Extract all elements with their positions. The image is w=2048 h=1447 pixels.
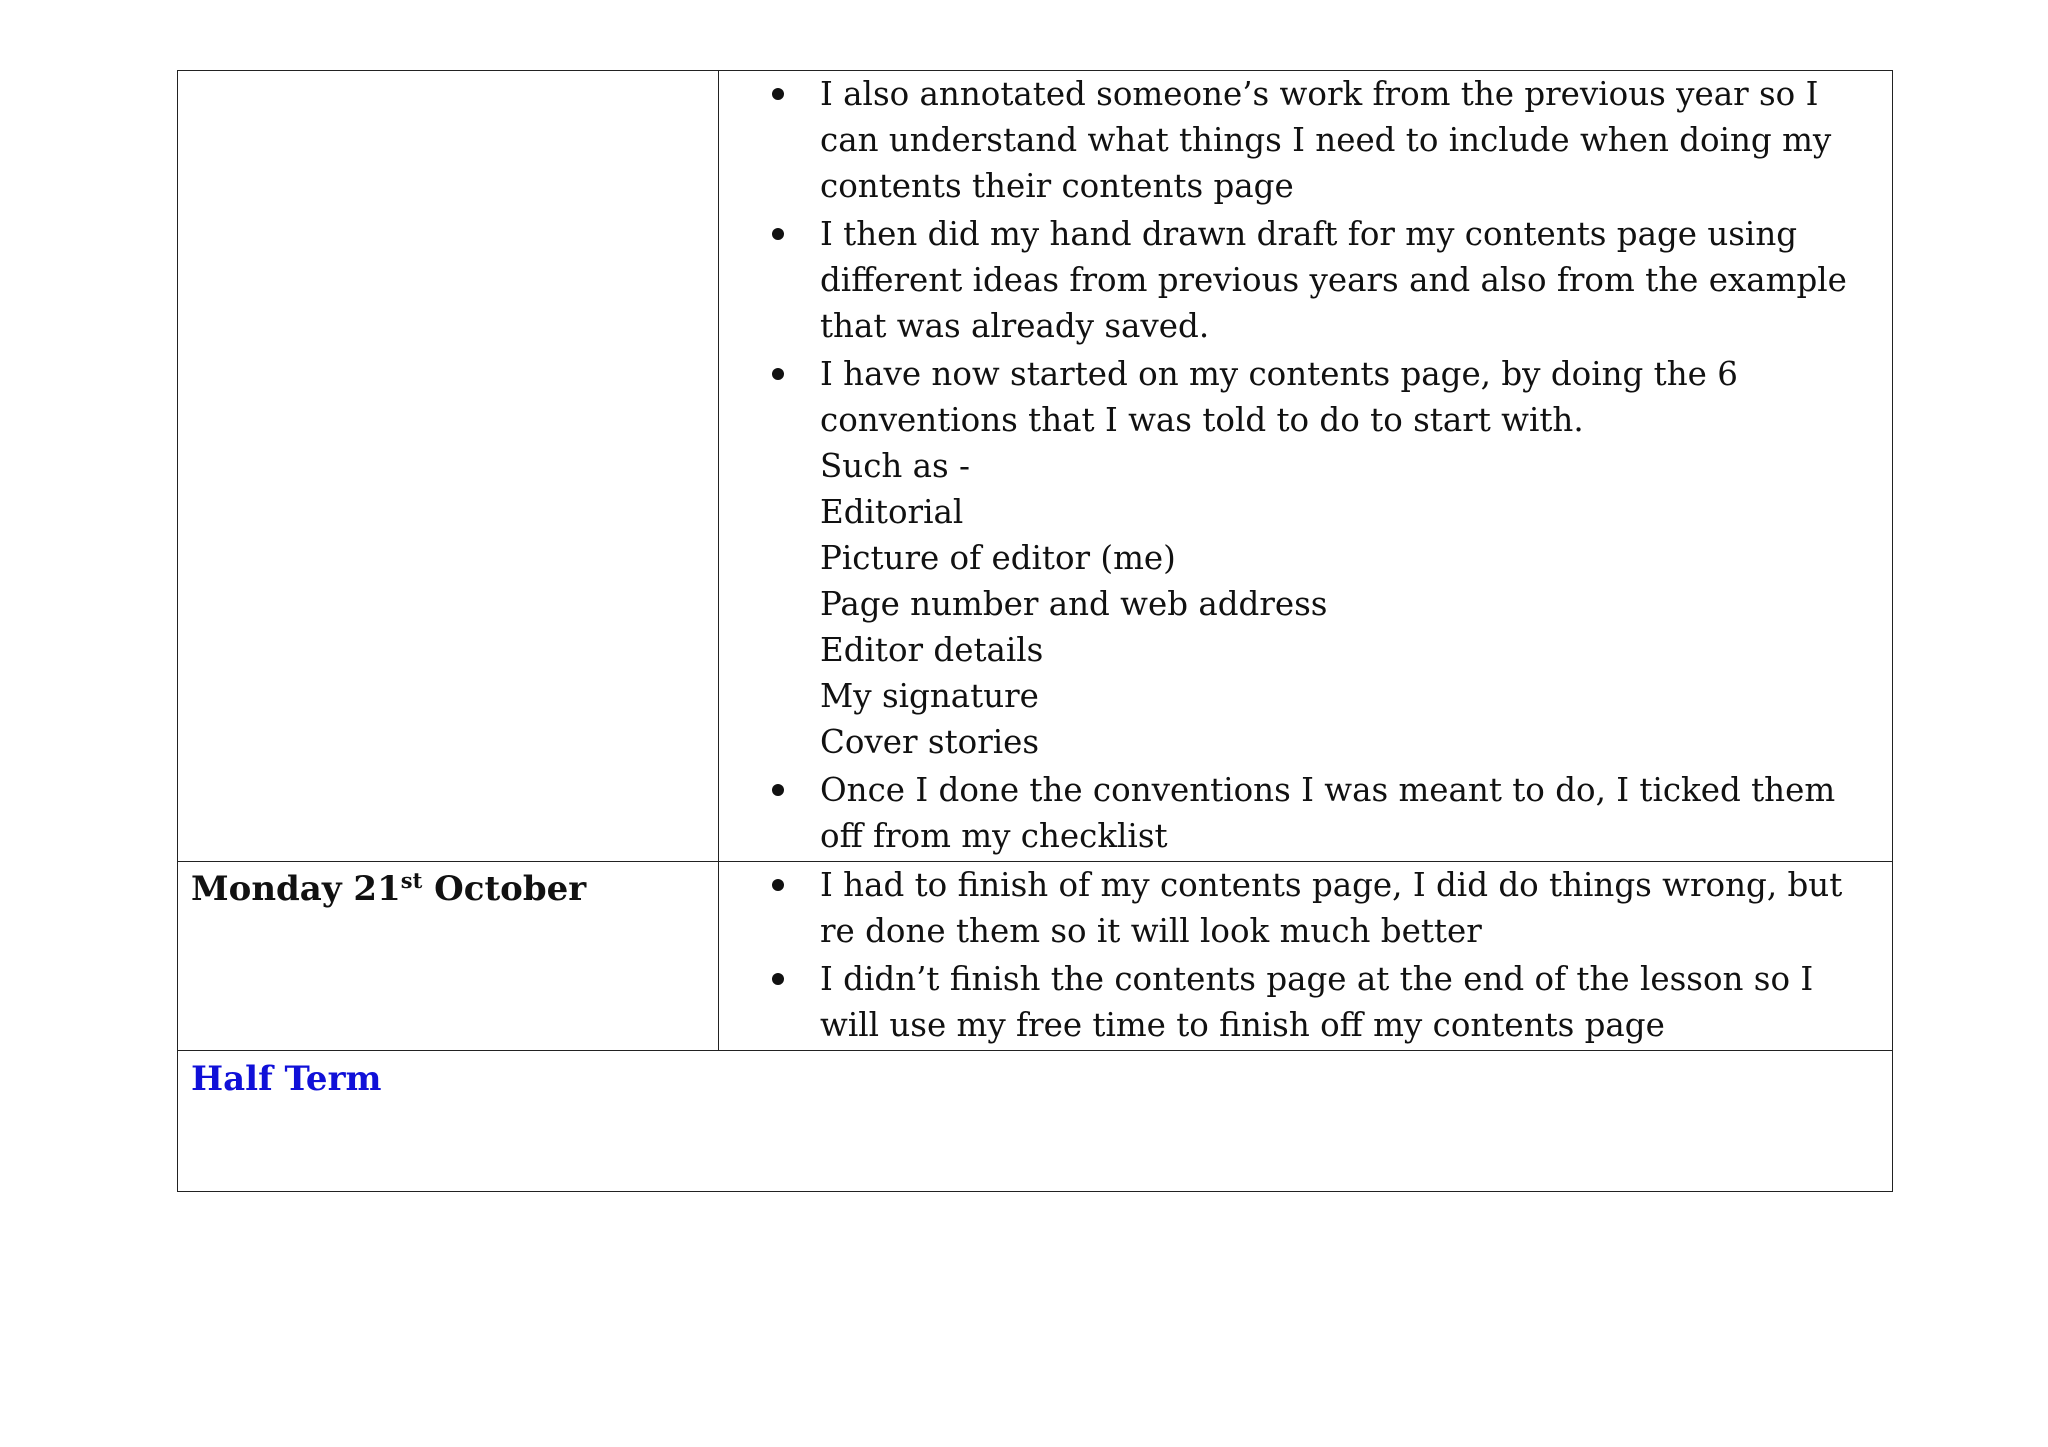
bullet-icon [772,228,784,240]
list-item [719,351,1880,765]
sub-line: Cover stories [820,723,1040,761]
table-row [178,71,1893,862]
bullet-icon [772,88,784,100]
list-item [719,71,1880,209]
date-suffix: st [400,868,423,893]
note-text: Once I done the conventions I was meant to do, I ticked them off from my checklist [820,771,1836,855]
notes-list [719,862,1880,1048]
date-label [191,866,706,912]
date-cell [178,862,719,1051]
list-item [719,211,1880,349]
notes-cell [719,862,1893,1051]
list-item [719,956,1880,1048]
bullet-icon [772,973,784,985]
sub-line: My signature [820,677,1039,715]
half-term-cell [178,1051,1893,1192]
note-text: I have now started on my contents page, by doing the 6 conventions that I was told to do to start with. [820,355,1738,439]
sub-line: Such as - [820,447,971,485]
note-text: I then did my hand drawn draft for my contents page using different ideas from previous years and also from the example that was already saved. [820,215,1847,345]
note-text: I also annotated someone’s work from the previous year so I can understand what things I need to include when doing my contents their contents page [820,75,1832,205]
bullet-icon [772,784,784,796]
notes-list [719,71,1880,859]
sub-line: Picture of editor (me) [820,539,1176,577]
sub-line: Page number and web address [820,585,1328,623]
date-day: Monday 21 [191,869,401,909]
date-month: October [422,869,587,909]
list-item [719,767,1880,859]
half-term-heading: Half Term [191,1059,382,1099]
table-row [178,862,1893,1051]
notes-cell [719,71,1893,862]
sub-line: Editor details [820,631,1044,669]
note-text: I didn’t finish the contents page at the end of the lesson so I will use my free time to finish off my contents page [820,960,1814,1044]
list-item [719,862,1880,954]
note-text: I had to finish of my contents page, I did do things wrong, but re done them so it will look much better [820,866,1843,950]
date-cell [178,71,719,862]
table-row [178,1051,1893,1192]
diary-table [177,70,1893,1192]
bullet-icon [772,879,784,891]
sub-line: Editorial [820,493,964,531]
bullet-icon [772,368,784,380]
